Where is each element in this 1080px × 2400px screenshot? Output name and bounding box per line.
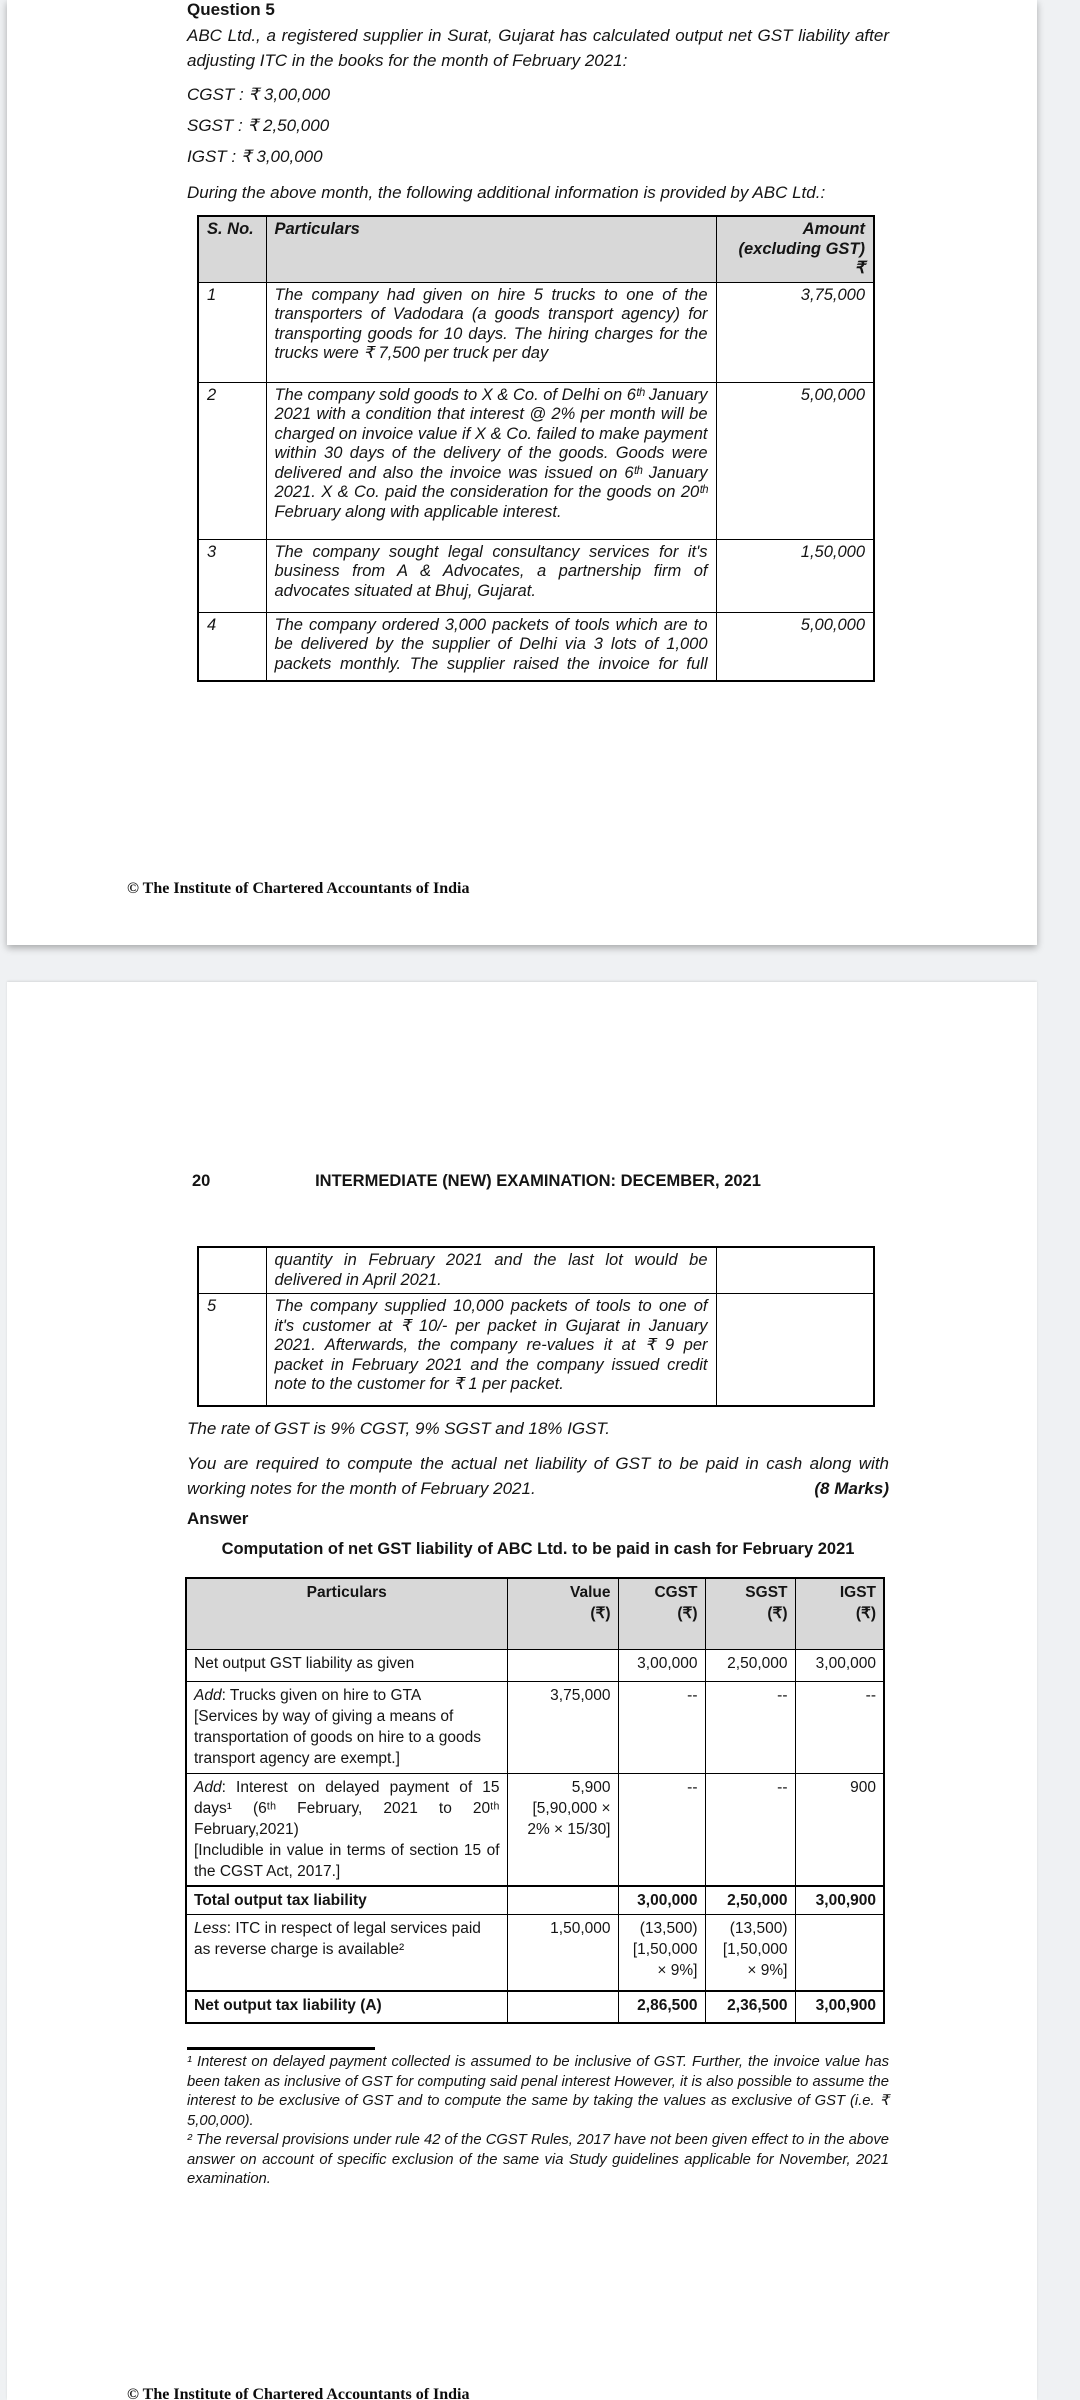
table-row (198, 282, 874, 382)
table-header-row (186, 1578, 884, 1650)
row-sno: 4 (198, 612, 266, 681)
pdf-page-2 (7, 982, 1037, 2400)
value-main: 5,900 (571, 1779, 611, 1796)
cgst-amount-line: CGST : ₹ 3,00,000 (187, 85, 331, 104)
particulars-main: : Trucks given on hire to GTA (221, 1687, 422, 1704)
particulars-note: [Includible in value in terms of section 15 of the CGST Act, 2017.] (194, 1842, 500, 1880)
row-particulars: The company had given on hire 5 trucks to one of the transporters of Vadodara (a goods transport agency) for transporting goods for 10 days. The hiring charges for the trucks were ₹ 7,500 per truck per day (266, 282, 716, 382)
row-particulars: The company supplied 10,000 packets of tools to one of it's customer at ₹ 10/- per packet in Gujarat in January 2021. Afterwards, the company re-values it at ₹ 9 per packet in February 2021 and the company issued credit note to the customer for ₹ 1 per packet. (266, 1294, 716, 1406)
table-row (198, 1247, 874, 1294)
requirement-paragraph (187, 1451, 889, 1501)
row-igst: -- (795, 1682, 884, 1774)
question-heading: Question 5 (187, 0, 275, 19)
table-row (186, 1682, 884, 1774)
col-header-particulars: Particulars (266, 216, 716, 282)
table-row (198, 539, 874, 612)
footnote-separator-rule (187, 2047, 375, 2050)
amount-header-line1: Amount (802, 220, 865, 238)
igst-header-line1: IGST (839, 1584, 876, 1601)
particulars-prefix: Less (194, 1920, 227, 1937)
row-particulars: Total output tax liability (186, 1886, 507, 1915)
col-header-amount (716, 216, 874, 282)
cgst-header-rupee: (₹) (677, 1605, 698, 1622)
row-amount: 3,75,000 (716, 282, 874, 382)
particulars-prefix: Add (194, 1779, 222, 1796)
table-row (198, 382, 874, 539)
row-cgst: -- (618, 1682, 705, 1774)
footnote-1: ¹ Interest on delayed payment collected is assumed to be inclusive of GST. Further, the invoice value has been taken as inclusive of GST for computing said penal interest However, it is also possible to assume the interest to be exclusive of GST and to compute the same by taking the values as exclusive of GST (i.e. ₹ 5,00,000). (187, 2054, 889, 2129)
sgst-note: [1,50,000 × 9%] (722, 1941, 788, 1979)
col-header-igst (795, 1578, 884, 1650)
row-amount: 5,00,000 (716, 382, 874, 539)
amount-header-line2: (excluding GST) ₹ (738, 239, 865, 277)
table-row (198, 1294, 874, 1406)
running-header-title: INTERMEDIATE (NEW) EXAMINATION: DECEMBER, 2021 (315, 1172, 761, 1190)
row-value: 1,50,000 (507, 1915, 618, 1991)
row-particulars: quantity in February 2021 and the last lot would be delivered in April 2021. (266, 1247, 716, 1294)
row-value (507, 1991, 618, 2023)
row-particulars: The company sought legal consultancy services for it's business from A & Advocates, a partnership firm of advocates situated at Bhuj, Gujarat. (266, 539, 716, 612)
row-particulars (186, 1682, 507, 1774)
table-row (186, 1774, 884, 1887)
row-sno: 3 (198, 539, 266, 612)
row-value (507, 1774, 618, 1887)
answer-heading: Answer (187, 1509, 249, 1528)
row-amount (716, 1294, 874, 1406)
row-particulars (186, 1915, 507, 1991)
question-intro-paragraph: ABC Ltd., a registered supplier in Surat, Gujarat has calculated output net GST liability after adjusting ITC in the books for the month of February 2021: (187, 26, 889, 70)
row-sgst: 2,50,000 (705, 1650, 795, 1682)
row-particulars: The company sold goods to X & Co. of Delhi on 6ᵗʰ January 2021 with a condition that interest @ 2% per month will be charged on invoice value if X & Co. failed to make payment within 30 days of the delivery of the goods. Goods were delivered and also the invoice was issued on 6ᵗʰ January 2021. X & Co. paid the consideration for the goods on 20ᵗʰ February along with applicable interest. (266, 382, 716, 539)
col-header-value (507, 1578, 618, 1650)
row-sno: 2 (198, 382, 266, 539)
footnote-2: ² The reversal provisions under rule 42 of the CGST Rules, 2017 have not been given effect to in the above answer on account of specific exclusion of the same via Study guidelines applicable for November, 2021 examination. (187, 2132, 889, 2187)
footnotes-block (187, 2053, 889, 2190)
row-igst: 3,00,900 (795, 1886, 884, 1915)
row-sno: 5 (198, 1294, 266, 1406)
row-cgst: 3,00,000 (618, 1886, 705, 1915)
value-note: [5,90,000 × 2% × 15/30] (527, 1800, 611, 1838)
cgst-main: (13,500) (639, 1920, 698, 1937)
table-row-net (186, 1991, 884, 2023)
table-row-total (186, 1886, 884, 1915)
additional-information-table-continued (197, 1246, 875, 1407)
row-igst: 3,00,900 (795, 1991, 884, 2023)
table-row (198, 612, 874, 681)
row-amount (716, 1247, 874, 1294)
row-cgst (618, 1915, 705, 1991)
table-row (186, 1915, 884, 1991)
table-header-row (198, 216, 874, 282)
igst-amount-line: IGST : ₹ 3,00,000 (187, 147, 323, 166)
row-cgst: -- (618, 1774, 705, 1887)
row-igst: 3,00,000 (795, 1650, 884, 1682)
row-cgst: 2,86,500 (618, 1991, 705, 2023)
row-sgst: 2,36,500 (705, 1991, 795, 2023)
row-igst (795, 1915, 884, 1991)
additional-info-lead-line: During the above month, the following additional information is provided by ABC Ltd.: (187, 183, 826, 202)
row-particulars (186, 1774, 507, 1887)
gst-rate-line: The rate of GST is 9% CGST, 9% SGST and 18% IGST. (187, 1419, 610, 1438)
row-sgst: -- (705, 1682, 795, 1774)
particulars-main: : Interest on delayed payment of 15 days¹ (6ᵗʰ February, 2021 to 20ᵗʰ February,2021) (194, 1779, 500, 1838)
sgst-amount-line: SGST : ₹ 2,50,000 (187, 116, 330, 135)
copyright-footer: © The Institute of Chartered Accountants of India (127, 2386, 470, 2400)
computation-title: Computation of net GST liability of ABC Ltd. to be paid in cash for February 2021 (221, 1540, 855, 1558)
row-particulars: Net output GST liability as given (186, 1650, 507, 1682)
row-amount: 5,00,000 (716, 612, 874, 681)
row-sno (198, 1247, 266, 1294)
requirement-text: You are required to compute the actual net liability of GST to be paid in cash along with working notes for the month of February 2021. (187, 1454, 889, 1498)
row-particulars: Net output tax liability (A) (186, 1991, 507, 2023)
particulars-prefix: Add (194, 1687, 222, 1704)
col-header-particulars: Particulars (186, 1578, 507, 1650)
cgst-note: [1,50,000 × 9%] (632, 1941, 698, 1979)
row-sgst: 2,50,000 (705, 1886, 795, 1915)
col-header-sgst (705, 1578, 795, 1650)
igst-header-rupee: (₹) (855, 1605, 876, 1622)
row-cgst: 3,00,000 (618, 1650, 705, 1682)
sgst-header-line1: SGST (745, 1584, 788, 1601)
row-sgst: -- (705, 1774, 795, 1887)
additional-information-table (197, 215, 875, 682)
gst-computation-table (185, 1577, 885, 2024)
row-value (507, 1650, 618, 1682)
sgst-main: (13,500) (729, 1920, 788, 1937)
sgst-header-rupee: (₹) (767, 1605, 788, 1622)
col-header-cgst (618, 1578, 705, 1650)
row-particulars: The company ordered 3,000 packets of tools which are to be delivered by the supplier of Delhi via 3 lots of 1,000 packets monthly. The supplier raised the invoice for full (266, 612, 716, 681)
value-header-rupee: (₹) (590, 1605, 611, 1622)
cgst-header-line1: CGST (654, 1584, 698, 1601)
row-igst: 900 (795, 1774, 884, 1887)
table-row (186, 1650, 884, 1682)
marks-label: (8 Marks) (814, 1479, 889, 1498)
row-value: 3,75,000 (507, 1682, 618, 1774)
row-sno: 1 (198, 282, 266, 382)
particulars-main: : ITC in respect of legal services paid as reverse charge is available² (194, 1920, 481, 1958)
pdf-page-1 (7, 0, 1037, 945)
col-header-sno: S. No. (198, 216, 266, 282)
copyright-footer: © The Institute of Chartered Accountants of India (127, 880, 470, 897)
row-value (507, 1886, 618, 1915)
page-number: 20 (192, 1172, 211, 1190)
row-amount: 1,50,000 (716, 539, 874, 612)
value-header-line1: Value (570, 1584, 611, 1601)
row-sgst (705, 1915, 795, 1991)
particulars-note: [Services by way of giving a means of transportation of goods on hire to a goods transport agency are exempt.] (194, 1708, 481, 1767)
